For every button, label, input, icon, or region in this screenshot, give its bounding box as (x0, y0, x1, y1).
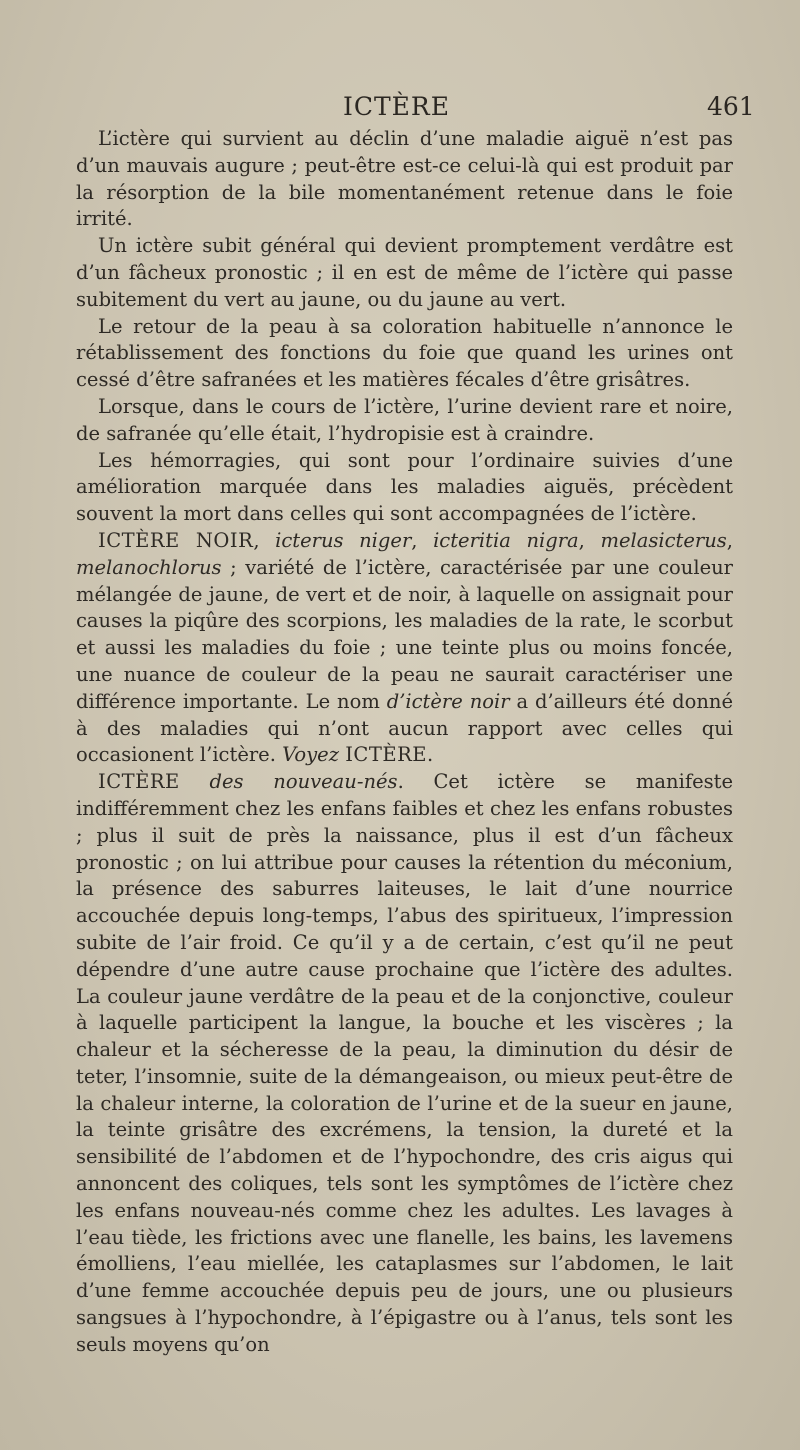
latin-term: melasicterus (600, 528, 727, 552)
entry-subtitle: des nouveau-nés (179, 770, 398, 794)
page-header (0, 92, 800, 126)
entry-head: ICTÈRE NOIR (98, 528, 254, 552)
page-number: 461 (707, 92, 755, 121)
entry-head: ICTÈRE (98, 770, 180, 794)
separator: , (411, 528, 434, 552)
separator: , (578, 528, 601, 552)
body-text (76, 126, 733, 1359)
separator: , (726, 528, 733, 552)
latin-term: icterus niger (275, 528, 412, 552)
entry-body: a d’ailleurs été donné à des maladies qui n’ont aucun rapport avec celles qui occasionent l’ictère. (76, 689, 733, 767)
period: . (426, 743, 434, 767)
paragraph-1: L’ictère qui survient au déclin d’une maladie aiguë n’est pas d’un mauvais augure ; peut-être est-ce celui-là qui est produit par la résorption de la bile momentanément retenue dans le foie irrité. (76, 127, 733, 231)
cross-reference-target: ICTÈRE (345, 743, 427, 767)
paragraph-ictere-noir (76, 528, 733, 769)
italic-term: d’ictère noir (386, 689, 510, 713)
cross-reference-voyez: Voyez (282, 743, 339, 767)
running-head: ICTÈRE (343, 92, 451, 121)
paragraph-5: Les hémorragies, qui sont pour l’ordinaire suivies d’une amélioration marquée dans les maladies aiguës, précèdent souvent la mort dans celles qui sont accompagnées de l’ictère. (76, 448, 733, 526)
latin-term: icteritia nigra (433, 528, 579, 552)
entry-body: ; variété de l’ictère, caractérisée par une couleur mélangée de jaune, de vert et de noir, à laquelle on assignait pour causes la piqûre des scorpions, les maladies de la rate, le scorbut et aussi les maladies du foie ; une teinte plus ou moins foncée, une nuance de couleur de la peau ne saurait caractériser une différence importante. Le nom (76, 555, 733, 713)
paragraph-4: Lorsque, dans le cours de l’ictère, l’urine devient rare et noire, de safranée qu’elle était, l’hydropisie est à craindre. (76, 394, 733, 445)
paragraph-2: Un ictère subit général qui devient promptement verdâtre est d’un fâcheux pronostic ; il en est de même de l’ictère qui passe subitement du vert au jaune, ou du jaune au vert. (76, 234, 733, 311)
paragraph-ictere-nouveau-nes (76, 769, 733, 1359)
latin-term: melanochlorus (76, 555, 222, 579)
entry-body: . Cet ictère se manifeste indifféremment chez les enfans faibles et chez les enfans robustes ; plus il suit de près la naissance, plus il est d’un fâcheux pronostic ; on lui attribue pour causes la rétention du méconium, la présence des saburres laiteuses, le lait d’une nourrice accouchée depuis long-temps, l’abus des spiritueux, l’impression subite de l’air froid. Ce qu’il y a de certain, c’est qu’il ne peut dépendre d’une autre cause prochaine que l’ictère des adultes. La couleur jaune verdâtre de la peau et de la conjonctive, couleur à laquelle participent la langue, la bouche et les viscères ; la chaleur et la sécheresse de la peau, la diminution du désir de teter, l’insomnie, suite de la démangeaison, ou mieux peut-être de la chaleur interne, la coloration de l’urine et de la sueur en jaune, la teinte grisâtre des excrémens, la tension, la dureté et la sensibilité de l’abdomen et de l’hypochondre, des cris aigus qui annoncent des coliques, tels sont les symptômes de l’ictère chez les enfans nouveau-nés comme chez les adultes. Les lavages à l’eau tiède, les frictions avec une flanelle, les bains, les lavemens émolliens, l’eau miellée, les cataplasmes sur l’abdomen, le lait d’une femme accouchée depuis peu de jours, une ou plusieurs sangsues à l’hypochondre, à l’épigastre ou à l’anus, tels sont les seuls moyens qu’on (76, 770, 733, 1356)
separator: , (253, 528, 276, 552)
paragraph-3: Le retour de la peau à sa coloration habituelle n’annonce le rétablissement des fonctions du foie que quand les urines ont cessé d’être safranées et les matières fécales d’être grisâtres. (76, 314, 733, 392)
